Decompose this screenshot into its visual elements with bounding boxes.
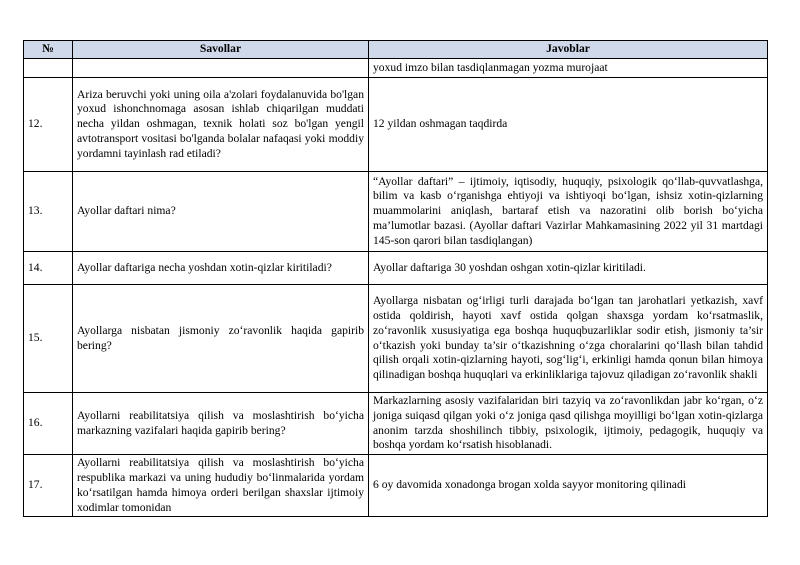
- row-number: 15.: [24, 285, 73, 393]
- header-number: №: [24, 41, 73, 59]
- header-row: [24, 41, 768, 59]
- row-answer: Markazlarning asosiy vazifalaridan biri tazyiq va zo‘ravonlikdan jabr ko‘rgan, o‘z joniga suiqasd qilgan yoki o‘z joniga qasd qilishga moyilligi bo‘lgan xotin-qizlarga anonim tarzda shoshilinch tibbiy, psixologik, ijtimoiy, pedagogik, huquqiy va boshqa yordam ko‘rsatish hisoblanadi.: [369, 393, 768, 455]
- row-answer: Ayollar daftariga 30 yoshdan oshgan xotin-qizlar kiritiladi.: [369, 252, 768, 285]
- table-row: [24, 59, 768, 78]
- row-question: Ariza beruvchi yoki uning oila a'zolari foydalanuvida bo'lgan yoxud ishonchnomaga asosan ishlab chiqarilgan muddati necha yildan oshmagan, texnik holati soz bo'lgan yengil avtotransport vositasi bo'lganda bolalar nafaqasi yoki moddiy yordamni tayinlash rad etiladi?: [73, 78, 369, 172]
- row-number: 16.: [24, 393, 73, 455]
- header-answers: Javoblar: [369, 41, 768, 59]
- table-row: [24, 285, 768, 393]
- row-number: 17.: [24, 455, 73, 517]
- row-answer: 12 yildan oshmagan taqdirda: [369, 78, 768, 172]
- table-row: [24, 393, 768, 455]
- table-row: [24, 252, 768, 285]
- row-question: Ayollarga nisbatan jismoniy zo‘ravonlik haqida gapirib bering?: [73, 285, 369, 393]
- table-row: [24, 78, 768, 172]
- table-row: [24, 172, 768, 252]
- row-question: Ayollarni reabilitatsiya qilish va moslashtirish bo‘yicha respublika markazi va uning hududiy bo‘linmalarida yordam ko‘rsatilgan hamda himoya orderi berilgan shaxslar ijtimoiy xodimlar tomonidan: [73, 455, 369, 517]
- row-answer: 6 oy davomida xonadonga brogan xolda sayyor monitoring qilinadi: [369, 455, 768, 517]
- row-number: 13.: [24, 172, 73, 252]
- header-questions: Savollar: [73, 41, 369, 59]
- qa-table: [23, 40, 768, 517]
- row-question: Ayollarni reabilitatsiya qilish va moslashtirish bo‘yicha markazning vazifalari haqida gapirib bering?: [73, 393, 369, 455]
- row-number: 14.: [24, 252, 73, 285]
- row-question: [73, 59, 369, 78]
- row-answer: yoxud imzo bilan tasdiqlanmagan yozma murojaat: [369, 59, 768, 78]
- row-number: [24, 59, 73, 78]
- row-number: 12.: [24, 78, 73, 172]
- table-row: [24, 455, 768, 517]
- row-question: Ayollar daftariga necha yoshdan xotin-qizlar kiritiladi?: [73, 252, 369, 285]
- row-question: Ayollar daftari nima?: [73, 172, 369, 252]
- row-answer: “Ayollar daftari” – ijtimoiy, iqtisodiy, huquqiy, psixologik qo‘llab-quvvatlashga, bilim va kasb o‘rganishga ehtiyoji va ishtiyoqi bo‘lgan, ishsiz xotin-qizlarning muammolarini aniqlash, bartaraf etish va nazoratini olib borish bo‘yicha ma’lumotlar bazasi. (Ayollar daftari Vazirlar Mahkamasining 2022 yil 31 martdagi 145-son qarori bilan tasdiqlangan): [369, 172, 768, 252]
- row-answer: Ayollarga nisbatan og‘irligi turli darajada bo‘lgan tan jarohatlari yetkazish, xavf ostida qoldirish, hayoti xavf ostida qolgan shaxsga yordam ko‘rsatmaslik, zo‘ravonlik xususiyatiga ega boshqa huquqbuzarliklar sodir etish, jismoniy ta’sir o‘tkazish yoki bunday ta’sir o‘tkazishning o‘zga choralarini qo‘llash bilan tahdid qilish orqali xotin-qizlarning hayoti, sog‘lig‘i, erkinligi hamda qonun bilan himoya qilinadigan boshqa huquqlari va erkinliklariga tajovuz qiladigan zo‘ravonlik shakli: [369, 285, 768, 393]
